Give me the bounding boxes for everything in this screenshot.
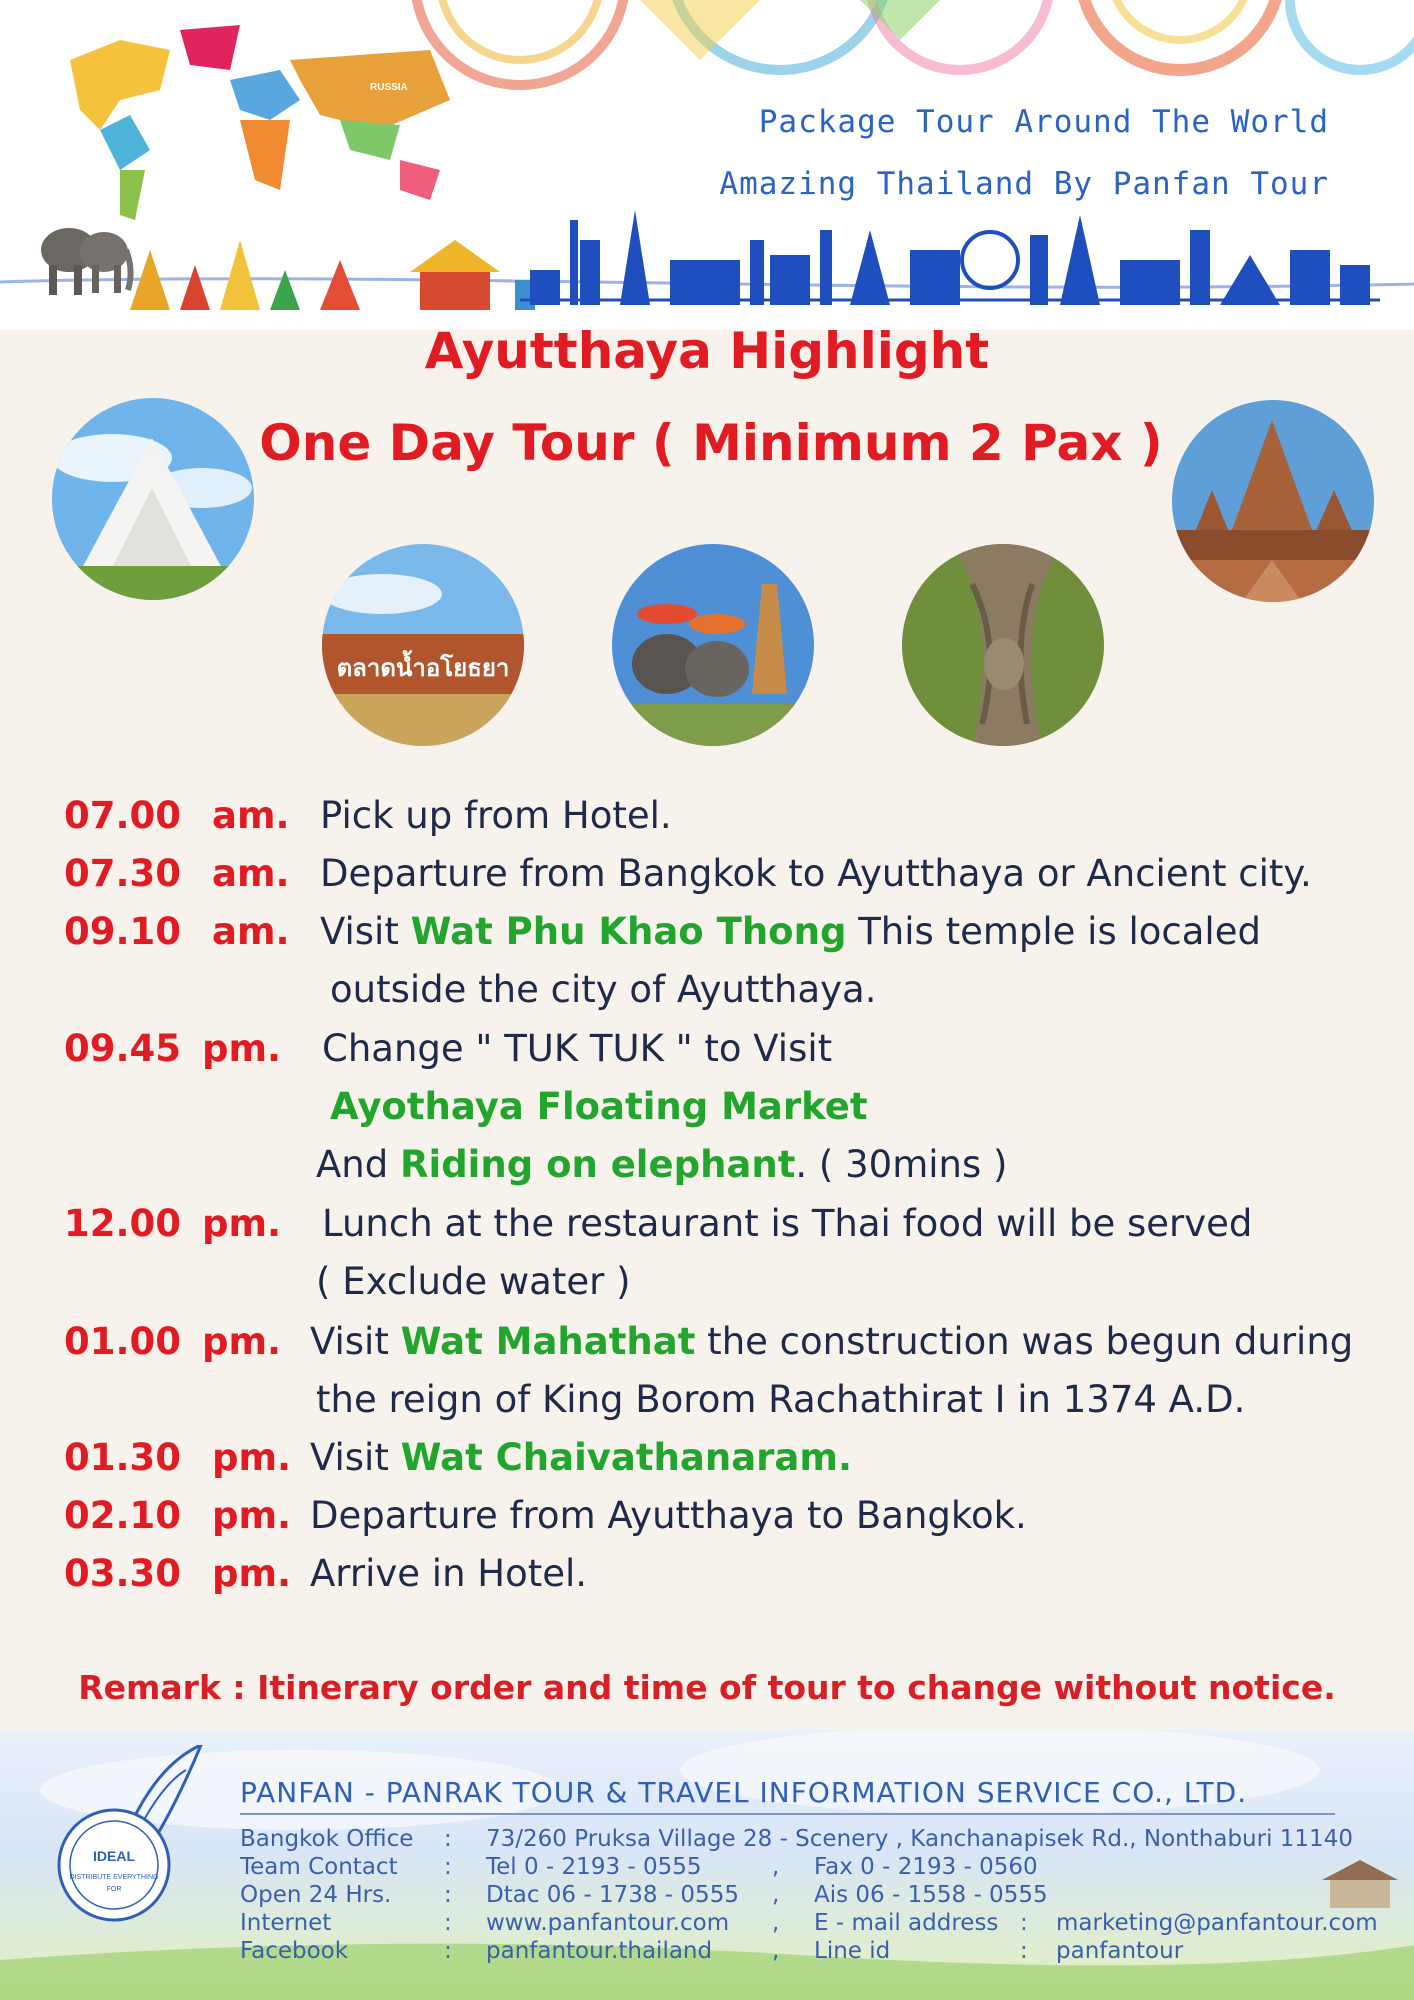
contact-comma: ,: [772, 1910, 780, 1936]
item-text-continued: the reign of King Borom Rachathirat I in 1374 A.D.: [316, 1378, 1246, 1421]
contact-colon: :: [444, 1854, 452, 1880]
item-text: Departure from Bangkok to Ayutthaya or Ancient city.: [320, 852, 1312, 895]
place-highlight: Wat Phu Khao Thong: [410, 910, 847, 953]
contact-label: Bangkok Office: [240, 1826, 414, 1852]
ancient-temple-photo: [1172, 400, 1374, 602]
tagline-package-tour: Package Tour Around The World: [758, 104, 1329, 140]
item-text: Departure from Ayutthaya to Bangkok.: [310, 1494, 1027, 1537]
contact-label: Line id: [814, 1938, 891, 1964]
buddha-head-tree-photo: [902, 544, 1104, 746]
item-text: [320, 910, 1261, 953]
office-address: 73/260 Pruksa Village 28 - Scenery , Kanchanapisek Rd., Nonthaburi 11140: [486, 1826, 1353, 1852]
dtac-number: Dtac 06 - 1738 - 0555: [486, 1882, 739, 1908]
tel-number: Tel 0 - 2193 - 0555: [486, 1854, 702, 1880]
elephant-illustration: [34, 210, 134, 300]
item-period: pm.: [202, 1320, 282, 1363]
contact-label: Internet: [240, 1910, 332, 1936]
contact-colon: :: [1020, 1910, 1028, 1936]
page-title: Ayutthaya Highlight: [424, 322, 990, 380]
facebook-link[interactable]: panfantour.thailand: [486, 1938, 713, 1964]
contact-colon: :: [444, 1910, 452, 1936]
page-subtitle: One Day Tour ( Minimum 2 Pax ): [259, 414, 1163, 472]
header-banner: [0, 0, 1414, 330]
white-temple-photo: [52, 398, 254, 600]
line-id[interactable]: panfantour: [1056, 1938, 1184, 1964]
logo-text: IDEAL: [93, 1848, 135, 1864]
tagline-amazing-thailand: Amazing Thailand By Panfan Tour: [719, 166, 1329, 202]
email-link[interactable]: marketing@panfantour.com: [1056, 1910, 1378, 1936]
world-map-illustration: [40, 20, 460, 220]
world-skyline-illustration: [520, 200, 1380, 310]
item-time: 07.30: [64, 852, 182, 895]
item-period: pm.: [202, 1202, 282, 1245]
item-period: am.: [212, 910, 290, 953]
item-time: 09.45: [64, 1027, 182, 1070]
logo-text-3: FOR: [106, 1886, 122, 1893]
item-text: [310, 1436, 852, 1479]
place-highlight: Wat Mahathat: [400, 1320, 696, 1363]
elephant-ride-photo: [612, 544, 814, 746]
item-period: pm.: [212, 1552, 292, 1595]
item-text-continued: outside the city of Ayutthaya.: [330, 968, 877, 1011]
contact-colon: :: [444, 1938, 452, 1964]
item-text-post: the construction was begun during: [695, 1320, 1354, 1363]
contact-label: Team Contact: [240, 1854, 398, 1880]
contact-label: Open 24 Hrs.: [240, 1882, 392, 1908]
item-time: 01.30: [64, 1436, 182, 1479]
contact-comma: ,: [772, 1854, 780, 1880]
item-text-continued: [316, 1143, 1007, 1186]
item-text-pre: Visit: [320, 910, 411, 953]
place-highlight: Wat Chaivathanaram.: [400, 1436, 852, 1479]
contact-label: Facebook: [240, 1938, 349, 1964]
item-text-post: . ( 30mins ): [795, 1143, 1008, 1186]
floating-market-photo: [322, 544, 524, 746]
item-time: 01.00: [64, 1320, 182, 1363]
contact-colon: :: [444, 1882, 452, 1908]
item-text-pre: Visit: [310, 1436, 401, 1479]
contact-colon: :: [444, 1826, 452, 1852]
item-period: am.: [212, 794, 290, 837]
item-time: 03.30: [64, 1552, 182, 1595]
item-text-pre: And: [316, 1143, 401, 1186]
item-text: [310, 1320, 1353, 1363]
item-text-post: This temple is localed: [846, 910, 1261, 953]
item-time: 07.00: [64, 794, 182, 837]
item-time: 02.10: [64, 1494, 182, 1537]
website-link[interactable]: www.panfantour.com: [486, 1910, 730, 1936]
company-divider: [240, 1813, 1335, 1815]
item-time: 09.10: [64, 910, 182, 953]
logo-text-2: DISTRIBUTE EVERYTHING: [69, 1874, 159, 1881]
item-text-continued: ( Exclude water ): [316, 1260, 631, 1303]
item-text: Change " TUK TUK " to Visit: [322, 1027, 833, 1070]
ais-number: Ais 06 - 1558 - 0555: [814, 1882, 1048, 1908]
contact-comma: ,: [772, 1882, 780, 1908]
thai-temples-illustration: [120, 230, 540, 310]
activity-highlight: Riding on elephant: [400, 1143, 796, 1186]
svg-text:RUSSIA: RUSSIA: [370, 82, 408, 93]
item-time: 12.00: [64, 1202, 182, 1245]
item-period: pm.: [202, 1027, 282, 1070]
item-period: pm.: [212, 1494, 292, 1537]
remark-notice: Remark : Itinerary order and time of tour to change without notice.: [78, 1668, 1336, 1707]
item-text: Pick up from Hotel.: [320, 794, 672, 837]
contact-comma: ,: [772, 1938, 780, 1964]
item-text-pre: Visit: [310, 1320, 401, 1363]
contact-colon: :: [1020, 1938, 1028, 1964]
contact-label: E - mail address: [814, 1910, 999, 1936]
item-period: am.: [212, 852, 290, 895]
company-name: PANFAN - PANRAK TOUR & TRAVEL INFORMATION SERVICE CO., LTD.: [240, 1776, 1248, 1809]
ideal-company-logo: [56, 1745, 206, 1925]
fax-number: Fax 0 - 2193 - 0560: [814, 1854, 1038, 1880]
item-text: Arrive in Hotel.: [310, 1552, 588, 1595]
item-period: pm.: [212, 1436, 292, 1479]
item-text: Lunch at the restaurant is Thai food will be served: [322, 1202, 1253, 1245]
place-highlight: Ayothaya Floating Market: [330, 1085, 868, 1128]
market-sign-text: ตลาดน้ำอโยธยา: [336, 654, 510, 682]
